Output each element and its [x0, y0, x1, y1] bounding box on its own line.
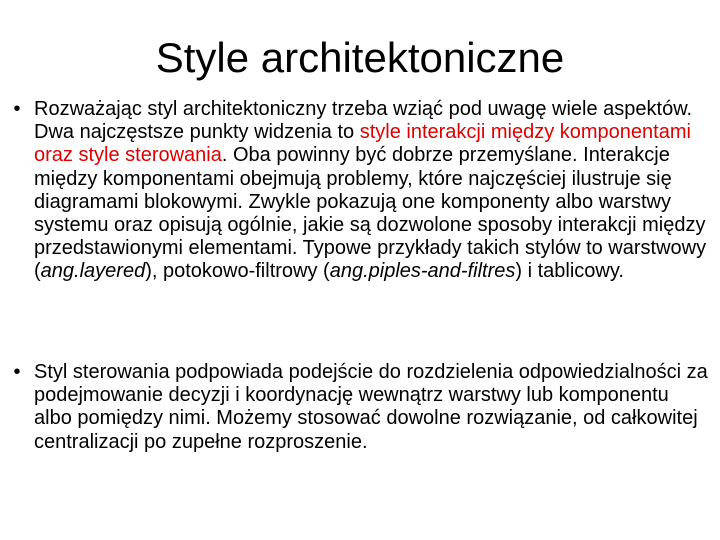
bullet-text-end: ) i tablicowy. [515, 260, 624, 283]
bullet-text-middle: . Oba powinny być dobrze przemyślane. Interakcje między komponentami obejmują problemy, które najczęściej ilustruje się diagramami blokowymi. Zwykle pokazują one komponenty albo warstwy systemu oraz opisują ogólnie, jakie są dozwolone sposoby interakcji między przedstawionymi elementami. Typowe przykłady takich stylów to warstwowy ( [34, 144, 707, 283]
bullet-dot: • [13, 361, 21, 383]
slide-title: Style architektoniczne [155, 34, 565, 81]
bullet-text-control: Styl sterowania podpowiada podejście do rozdzielenia odpowiedzialności za podejmowanie decyzji i koordynację wewnątrz warstwy lub komponentu albo pomiędzy nimi. Możemy stosować dowolne rozwiązanie, od całkowitej centralizacji po zupełne rozproszenie. [34, 361, 708, 453]
bullet-text [34, 98, 712, 284]
english-term-layered: ang.layered [40, 260, 146, 283]
bullet-control-style [6, 361, 712, 454]
bullet-text-intro: Rozważając styl architektoniczny trzeba wziąć pod uwagę wiele aspektów. Dwa najczęstsze punkty widzenia to [34, 98, 693, 144]
bullet-text [34, 361, 712, 454]
bullet-interaction-styles [6, 98, 712, 284]
bullet-text-connector: ), potokowo-filtrowy ( [145, 260, 330, 283]
highlighted-styles-text: style interakcji między komponentami oraz style sterowania [34, 121, 691, 167]
english-term-pipes-filters: ang.piples-and-filtres [329, 260, 516, 283]
bullet-dot: • [13, 98, 21, 120]
